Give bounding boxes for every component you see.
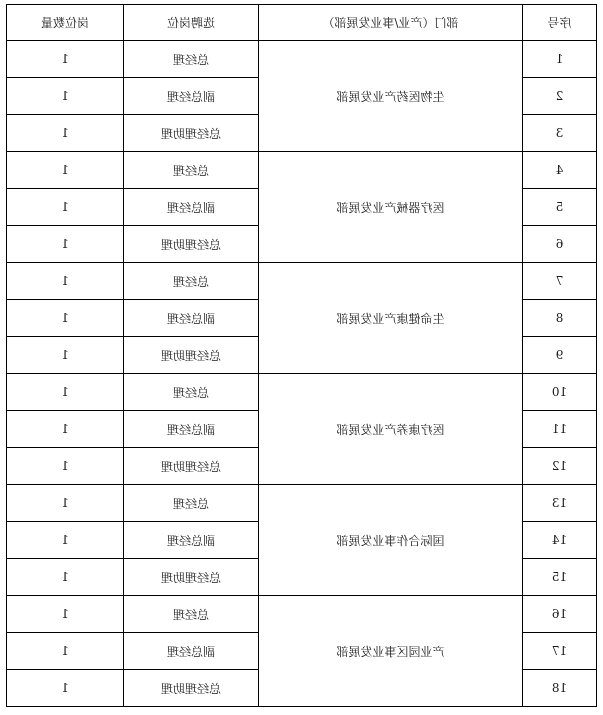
row-position: 总经理助理 [124, 559, 259, 596]
header-pos: 选聘岗位 [124, 5, 259, 41]
row-num: 9 [523, 337, 597, 374]
row-num: 8 [523, 300, 597, 337]
dept-cell: 生命健康产业发展部 [259, 263, 523, 374]
header-cnt: 岗位数量 [7, 5, 124, 41]
row-count: 1 [7, 189, 124, 226]
row-position: 副总经理 [124, 411, 259, 448]
row-count: 1 [7, 337, 124, 374]
row-num: 10 [523, 374, 597, 411]
row-count: 1 [7, 670, 124, 707]
row-position: 总经理助理 [124, 670, 259, 707]
dept-cell: 国际合作事业发展部 [259, 485, 523, 596]
dept-cell: 医疗器械产业发展部 [259, 152, 523, 263]
row-count: 1 [7, 485, 124, 522]
row-position: 总经理助理 [124, 448, 259, 485]
row-count: 1 [7, 41, 124, 78]
row-position: 副总经理 [124, 522, 259, 559]
table-row [7, 596, 597, 633]
row-position: 副总经理 [124, 78, 259, 115]
row-num: 16 [523, 596, 597, 633]
dept-cell: 生物医药产业发展部 [259, 41, 523, 152]
row-num: 3 [523, 115, 597, 152]
row-num: 2 [523, 78, 597, 115]
header-row [7, 5, 597, 41]
row-position: 总经理 [124, 485, 259, 522]
row-num: 17 [523, 633, 597, 670]
row-count: 1 [7, 263, 124, 300]
row-count: 1 [7, 411, 124, 448]
row-position: 总经理 [124, 41, 259, 78]
row-count: 1 [7, 596, 124, 633]
row-count: 1 [7, 374, 124, 411]
row-count: 1 [7, 633, 124, 670]
row-count: 1 [7, 78, 124, 115]
row-count: 1 [7, 226, 124, 263]
row-num: 14 [523, 522, 597, 559]
row-num: 5 [523, 189, 597, 226]
row-position: 副总经理 [124, 189, 259, 226]
header-num: 序号 [523, 5, 597, 41]
row-position: 副总经理 [124, 300, 259, 337]
row-position: 总经理 [124, 596, 259, 633]
row-position: 总经理 [124, 263, 259, 300]
table-row [7, 152, 597, 189]
table-row [7, 263, 597, 300]
row-count: 1 [7, 448, 124, 485]
table-row [7, 485, 597, 522]
row-count: 1 [7, 300, 124, 337]
row-position: 总经理 [124, 152, 259, 189]
row-count: 1 [7, 559, 124, 596]
dept-cell: 产业园区事业发展部 [259, 596, 523, 707]
row-num: 13 [523, 485, 597, 522]
row-position: 总经理助理 [124, 226, 259, 263]
row-position: 总经理 [124, 374, 259, 411]
row-position: 总经理助理 [124, 115, 259, 152]
row-num: 15 [523, 559, 597, 596]
row-count: 1 [7, 522, 124, 559]
row-position: 总经理助理 [124, 337, 259, 374]
row-num: 18 [523, 670, 597, 707]
dept-cell: 医疗康养产业发展部 [259, 374, 523, 485]
table-row [7, 41, 597, 78]
row-num: 6 [523, 226, 597, 263]
row-num: 7 [523, 263, 597, 300]
row-num: 4 [523, 152, 597, 189]
row-position: 副总经理 [124, 633, 259, 670]
row-count: 1 [7, 152, 124, 189]
row-num: 12 [523, 448, 597, 485]
row-count: 1 [7, 115, 124, 152]
row-num: 11 [523, 411, 597, 448]
table-row [7, 374, 597, 411]
header-dept: 部门（产业/事业发展部） [259, 5, 523, 41]
row-num: 1 [523, 41, 597, 78]
recruitment-table [6, 4, 597, 707]
